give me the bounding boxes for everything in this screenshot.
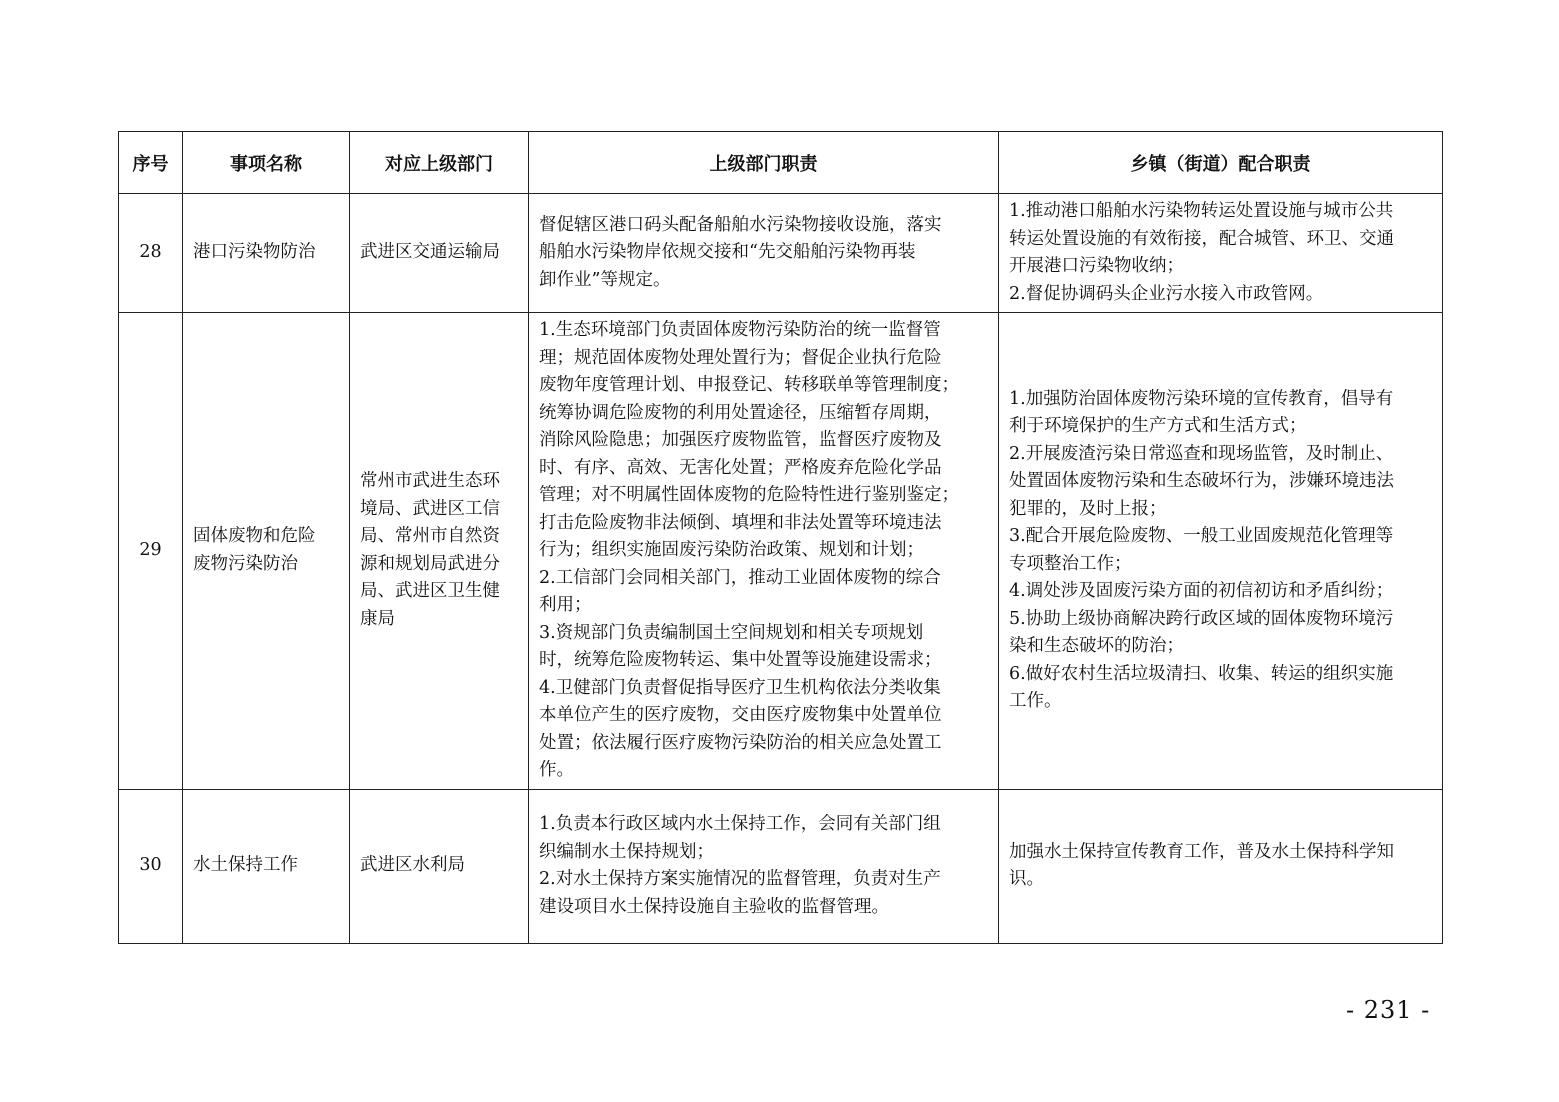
cell-dept-duties — [529, 313, 999, 790]
text-line: 固体废物和危险 — [193, 526, 316, 547]
text-line: 3.配合开展危险废物、一般工业固废规范化管理等 — [1009, 526, 1394, 547]
cell-town-duties — [999, 789, 1443, 943]
text-line: 时，统筹危险废物转运、集中处置等设施建设需求； — [539, 650, 942, 670]
cell-seq: 28 — [119, 194, 183, 313]
text-line: 废物年度管理计划、申报登记、转移联单等管理制度； — [539, 375, 959, 395]
responsibility-table-container — [118, 131, 1442, 944]
table-row — [119, 194, 1443, 313]
text-line: 水土保持工作 — [193, 855, 298, 876]
text-line: 港口污染物防治 — [193, 242, 316, 263]
text-line: 4.卫健部门负责督促指导医疗卫生机构依法分类收集 — [539, 677, 941, 698]
cell-item-name — [183, 789, 350, 943]
text-line: 局、常州市自然资 — [360, 526, 500, 547]
text-line: 打击危险废物非法倾倒、填埋和非法处置等环境违法 — [539, 512, 942, 533]
header-town-duties: 乡镇（街道）配合职责 — [999, 132, 1443, 194]
text-line: 1.加强防治固体废物污染环境的宣传教育，倡导有 — [1009, 388, 1394, 409]
text-line: 废物污染防治 — [193, 553, 298, 574]
cell-item-name — [183, 313, 350, 790]
cell-department — [350, 313, 529, 790]
text-line: 武进区交通运输局 — [360, 242, 500, 263]
text-line: 卸作业”等规定。 — [539, 269, 671, 290]
cell-seq: 29 — [119, 313, 183, 790]
text-line: 建设项目水土保持设施自主验收的监督管理。 — [539, 896, 889, 917]
header-seq: 序号 — [119, 132, 183, 194]
text-line: 6.做好农村生活垃圾清扫、收集、转运的组织实施 — [1009, 663, 1394, 684]
cell-town-duties — [999, 194, 1443, 313]
text-line: 2.对水土保持方案实施情况的监督管理，负责对生产 — [539, 869, 941, 889]
text-line: 源和规划局武进分 — [360, 553, 500, 574]
cell-department — [350, 194, 529, 313]
text-line: 消除风险隐患；加强医疗废物监管，监督医疗废物及 — [539, 430, 942, 450]
cell-town-duties — [999, 313, 1443, 790]
page-number: - 231 - — [1346, 996, 1431, 1024]
text-line: 时、有序、高效、无害化处置；严格废弃危险化学品 — [539, 457, 942, 478]
text-line: 统筹协调危险废物的利用处置途径，压缩暂存周期， — [539, 402, 942, 423]
cell-dept-duties — [529, 194, 999, 313]
text-line: 工作。 — [1009, 691, 1062, 712]
text-line: 船舶水污染物岸依规交接和“先交船舶污染物再装 — [539, 242, 916, 263]
text-line: 1.推动港口船舶水污染物转运处置设施与城市公共 — [1009, 201, 1394, 221]
text-line: 4.调处涉及固废污染方面的初信初访和矛盾纠纷； — [1009, 581, 1394, 602]
cell-department — [350, 789, 529, 943]
text-line: 开展港口污染物收纳； — [1009, 256, 1184, 276]
text-line: 处置固体废物污染和生态破坏行为，涉嫌环境违法 — [1009, 471, 1394, 492]
responsibility-table — [118, 131, 1443, 944]
text-line: 行为；组织实施固废污染防治政策、规划和计划； — [539, 540, 924, 560]
table-body — [119, 194, 1443, 944]
header-item-name: 事项名称 — [183, 132, 350, 194]
text-line: 理；规范固体废物处理处置行为；督促企业执行危险 — [539, 347, 942, 368]
text-line: 作。 — [539, 760, 574, 780]
text-line: 1.负责本行政区域内水土保持工作，会同有关部门组 — [539, 814, 941, 834]
text-line: 利于环境保护的生产方式和生活方式； — [1009, 416, 1307, 437]
header-department: 对应上级部门 — [350, 132, 529, 194]
text-line: 2.工信部门会同相关部门，推动工业固体废物的综合 — [539, 567, 941, 588]
text-line: 犯罪的，及时上报； — [1009, 498, 1167, 519]
cell-dept-duties — [529, 789, 999, 943]
text-line: 转运处置设施的有效衔接，配合城管、环卫、交通 — [1009, 228, 1394, 249]
text-line: 专项整治工作； — [1009, 553, 1132, 574]
text-line: 织编制水土保持规划； — [539, 841, 714, 862]
cell-item-name — [183, 194, 350, 313]
text-line: 利用； — [539, 595, 592, 615]
text-line: 5.协助上级协商解决跨行政区域的固体废物环境污 — [1009, 608, 1394, 629]
text-line: 本单位产生的医疗废物，交由医疗废物集中处置单位 — [539, 705, 942, 725]
text-line: 处置；依法履行医疗废物污染防治的相关应急处置工 — [539, 732, 942, 753]
text-line: 2.开展废渣污染日常巡查和现场监管，及时制止、 — [1009, 443, 1394, 464]
text-line: 加强水土保持宣传教育工作，普及水土保持科学知 — [1009, 841, 1394, 862]
text-line: 武进区水利局 — [360, 855, 465, 876]
header-dept-duties: 上级部门职责 — [529, 132, 999, 194]
text-line: 识。 — [1009, 869, 1044, 889]
text-line: 管理；对不明属性固体废物的危险特性进行鉴别鉴定； — [539, 485, 959, 505]
text-line: 2.督促协调码头企业污水接入市政管网。 — [1009, 283, 1324, 304]
table-header-row — [119, 132, 1443, 194]
text-line: 染和生态破坏的防治； — [1009, 636, 1184, 657]
text-line: 1.生态环境部门负责固体废物污染防治的统一监督管 — [539, 320, 941, 340]
text-line: 境局、武进区工信 — [360, 498, 500, 519]
table-row — [119, 789, 1443, 943]
table-row — [119, 313, 1443, 790]
text-line: 3.资规部门负责编制国土空间规划和相关专项规划 — [539, 622, 924, 643]
text-line: 督促辖区港口码头配备船舶水污染物接收设施，落实 — [539, 214, 942, 235]
cell-seq: 30 — [119, 789, 183, 943]
text-line: 常州市武进生态环 — [360, 471, 500, 492]
text-line: 康局 — [360, 608, 395, 629]
text-line: 局、武进区卫生健 — [360, 581, 500, 602]
